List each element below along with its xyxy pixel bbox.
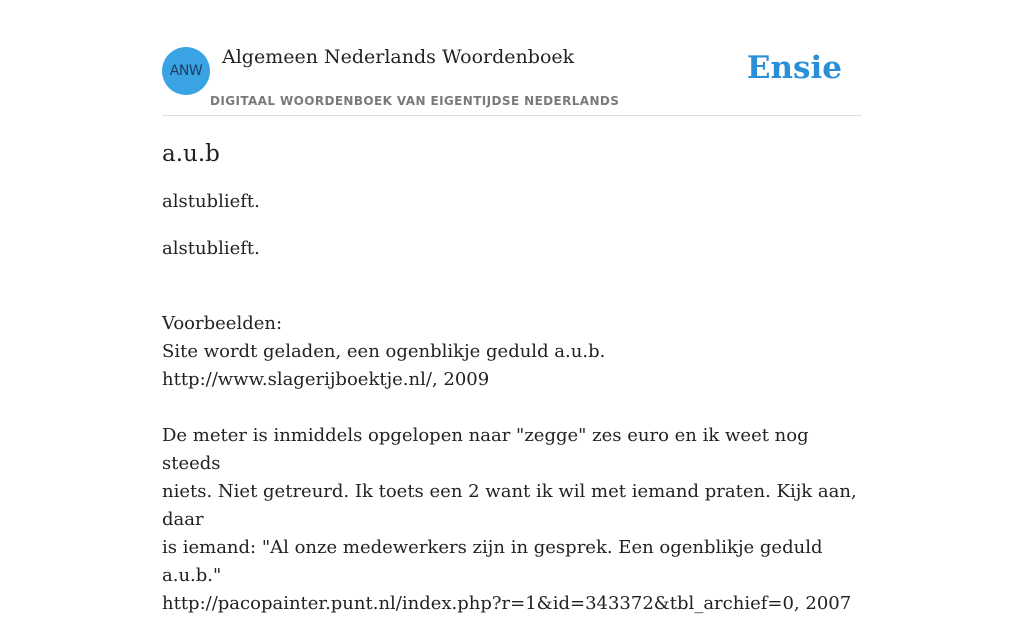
example-text-line: is iemand: "Al onze medewerkers zijn in gesprek. Een ogenblikje geduld a.u.b." xyxy=(162,537,823,586)
short-definition: alstublieft. xyxy=(162,191,260,212)
site-header xyxy=(162,0,862,116)
example-source: http://pacopainter.punt.nl/index.php?r=1&id=343372&tbl_archief=0, 2007 xyxy=(162,593,852,614)
definition: alstublieft. xyxy=(162,238,260,259)
spacer xyxy=(162,394,862,422)
entry-word: a.u.b xyxy=(162,141,220,167)
examples-section xyxy=(162,282,862,618)
example-text-line: De meter is inmiddels opgelopen naar "zegge" zes euro en ik weet nog steeds xyxy=(162,425,809,474)
example-source: http://www.slagerijboektje.nl/, 2009 xyxy=(162,369,490,390)
source-subtitle: DIGITAAL WOORDENBOEK VAN EIGENTIJDSE NEDERLANDS xyxy=(210,94,620,108)
anw-logo[interactable]: ANW xyxy=(162,47,210,95)
source-title[interactable]: Algemeen Nederlands Woordenboek xyxy=(222,46,575,68)
spacer xyxy=(162,282,862,310)
ensie-logo[interactable]: Ensie xyxy=(746,50,842,86)
entry-content xyxy=(162,138,862,618)
example-text-line: niets. Niet getreurd. Ik toets een 2 want ik wil met iemand praten. Kijk aan, daar xyxy=(162,481,857,530)
example-text: Site wordt geladen, een ogenblikje geduld a.u.b. xyxy=(162,341,606,362)
examples-label: Voorbeelden: xyxy=(162,313,283,334)
